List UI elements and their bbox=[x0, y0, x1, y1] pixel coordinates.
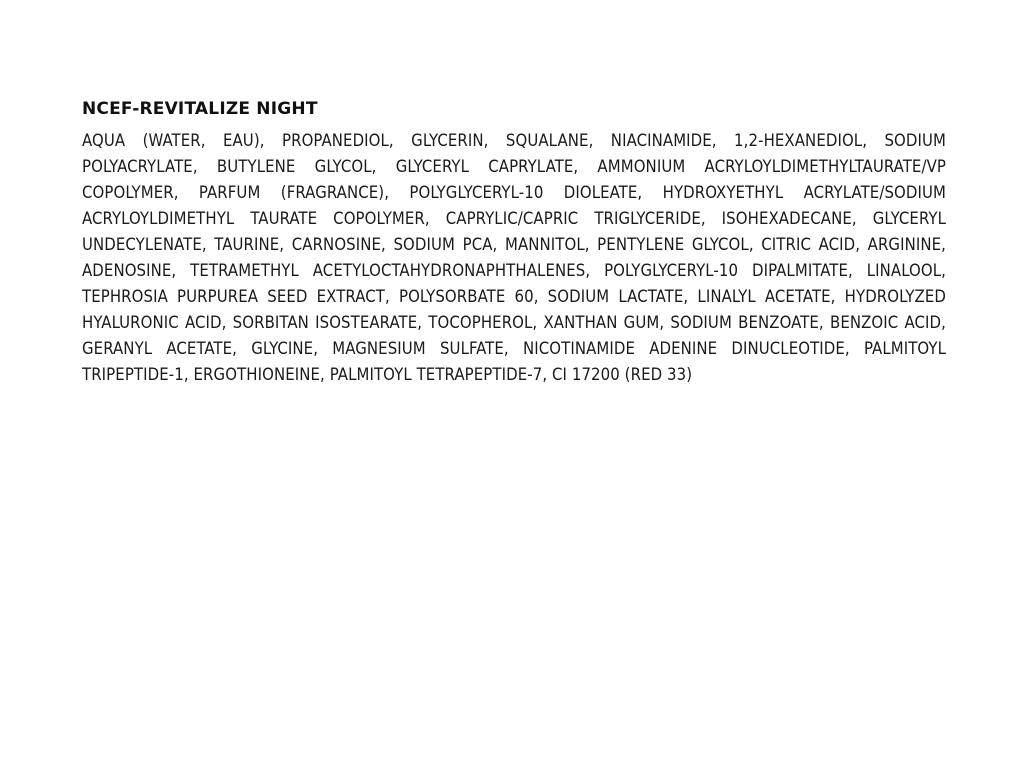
product-name-heading: NCEF-REVITALIZE NIGHT bbox=[82, 99, 318, 119]
ingredient-document bbox=[82, 98, 946, 388]
ingredients-list: AQUA (WATER, EAU), PROPANEDIOL, GLYCERIN, SQUALANE, NIACINAMIDE, 1,2-HEXANEDIOL, SODIUM POLYACRYLATE, BUTYLENE GLYCOL, GLYCERYL CAPRYLATE, AMMONIUM ACRYLOYLDIMETHYLTAURATE/VP COPOLYMER, PARFUM (FRAGRANCE), POLYGLYCERYL-10 DIOLEATE, HYDROXYETHYL ACRYLATE/SODIUM ACRYLOYLDIMETHYL TAURATE COPOLYMER, CAPRYLIC/CAPRIC TRIGLYCERIDE, ISOHEXADECANE, GLYCERYL UNDECYLENATE, TAURINE, CARNOSINE, SODIUM PCA, MANNITOL, PENTYLENE GLYCOL, CITRIC ACID, ARGININE, ADENOSINE, TETRAMETHYL ACETYLOCTAHYDRONAPHTHALENES, POLYGLYCERYL-10 DIPALMITATE, LINALOOL, TEPHROSIA PURPUREA SEED EXTRACT, POLYSORBATE 60, SODIUM LACTATE, LINALYL ACETATE, HYDROLYZED HYALURONIC ACID, SORBITAN ISOSTEARATE, TOCOPHEROL, XANTHAN GUM, SODIUM BENZOATE, BENZOIC ACID, GERANYL ACETATE, GLYCINE, MAGNESIUM SULFATE, NICOTINAMIDE ADENINE DINUCLEOTIDE, PALMITOYL TRIPEPTIDE-1, ERGOTHIONEINE, PALMITOYL TETRAPEPTIDE-7, CI 17200 (RED 33) bbox=[82, 131, 946, 384]
